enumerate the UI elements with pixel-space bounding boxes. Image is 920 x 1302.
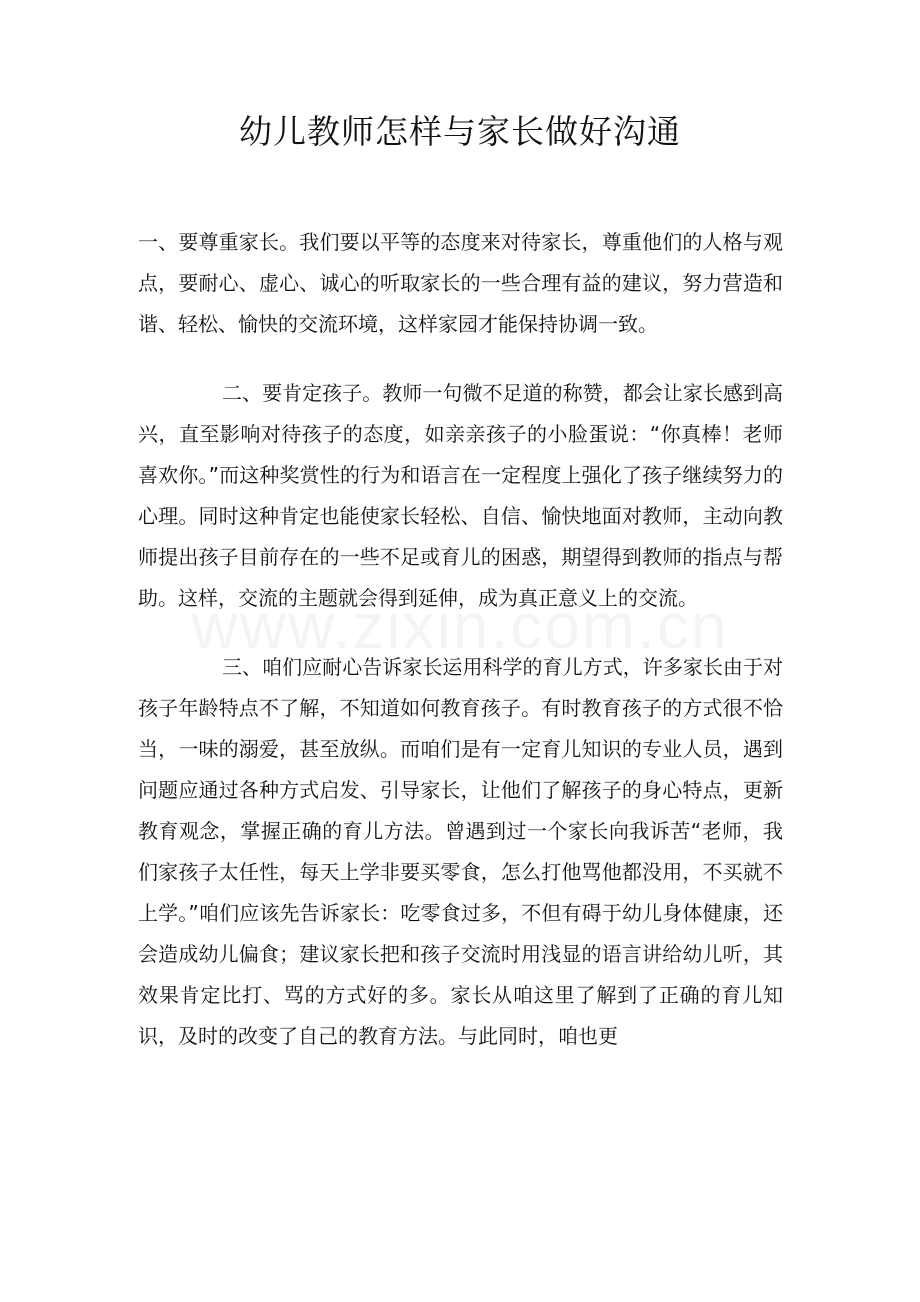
paragraph-2: 二、要肯定孩子。教师一句微不足道的称赞，都会让家长感到高兴，直至影响对待孩子的态度，如亲亲孩子的小脸蛋说：“你真棒！老师喜欢你。”而这种奖赏性的行为和语言在一定程度上强化了孩子继续努力的心理。同时这种肯定也能使家长轻松、自信、愉快地面对教师，主动向教师提出孩子目前存在的一些不足或育儿的困惑，期望得到教师的指点与帮助。这样，交流的主题就会得到延伸，成为真正意义上的交流。	[138, 381, 783, 610]
document-title: 幼儿教师怎样与家长做好沟通	[239, 112, 681, 151]
paragraph-3: 三、咱们应耐心告诉家长运用科学的育儿方式，许多家长由于对孩子年龄特点不了解，不知道如何教育孩子。有时教育孩子的方式很不恰当，一味的溺爱，甚至放纵。而咱们是有一定育儿知识的专业人员，遇到问题应通过各种方式启发、引导家长，让他们了解孩子的身心特点，更新教育观念，掌握正确的育儿方法。曾遇到过一个家长向我诉苦“老师，我们家孩子太任性，每天上学非要买零食，怎么打他骂他都没用，不买就不上学。”咱们应该先告诉家长：吃零食过多，不但有碍于幼儿身体健康，还会造成幼儿偏食；建议家长把和孩子交流时用浅显的语言讲给幼儿听，其效果肯定比打、骂的方式好的多。家长从咱这里了解到了正确的育儿知识，及时的改变了自己的教育方法。与此同时，咱也更	[138, 655, 783, 1048]
document-body	[138, 222, 783, 1085]
paragraph-1: 一、要尊重家长。我们要以平等的态度来对待家长，尊重他们的人格与观点，要耐心、虚心、诚心的听取家长的一些合理有益的建议，努力营造和谐、轻松、愉快的交流环境，这样家园才能保持协调一致。	[138, 230, 783, 336]
